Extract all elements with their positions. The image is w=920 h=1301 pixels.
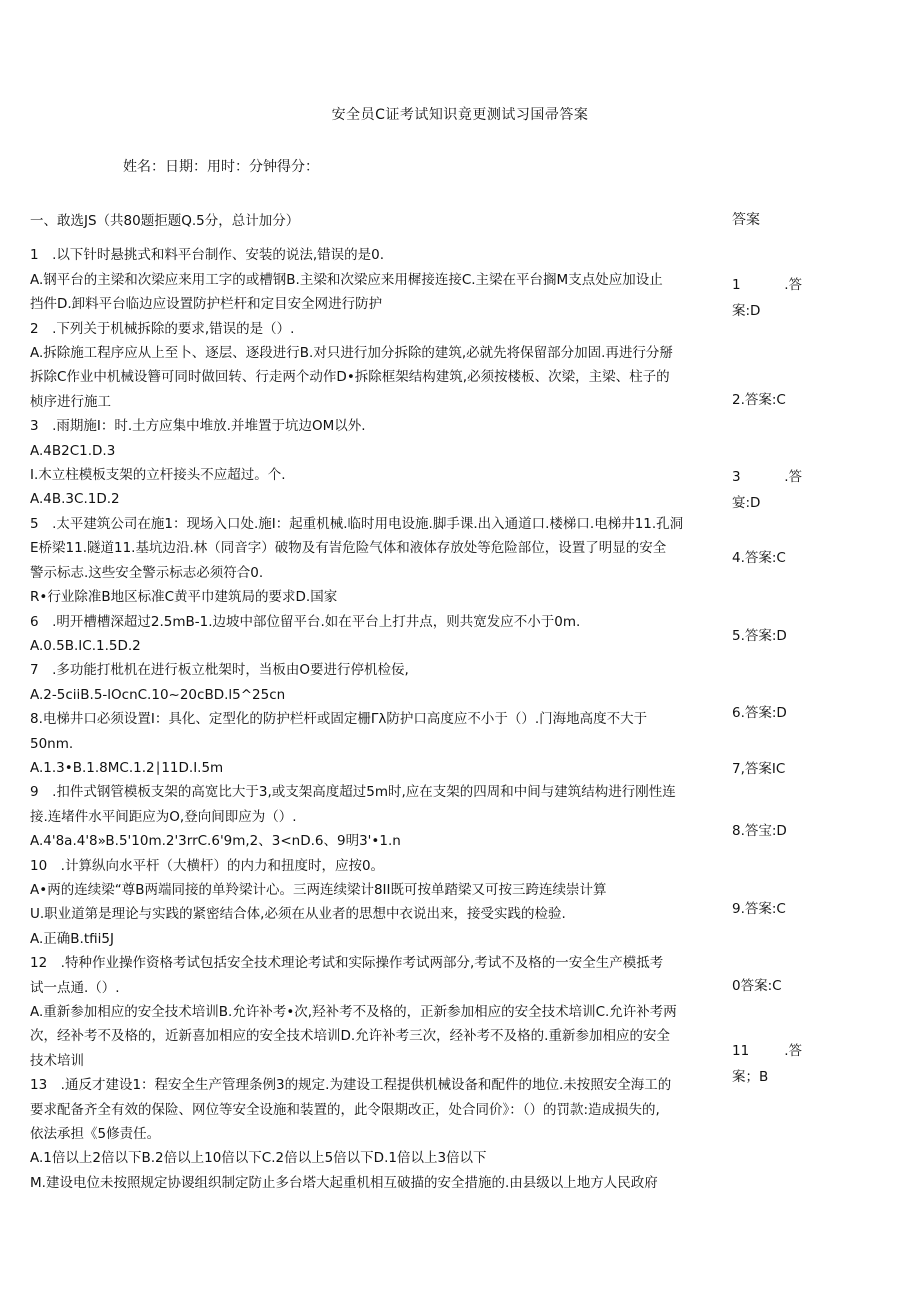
answer-label: 1 <box>732 277 741 293</box>
question-text-line: A.1.3•B.1.8MC.1.2∣11D.I.5m <box>30 759 224 776</box>
answer-value: 案:D <box>732 303 761 319</box>
document-title: 安全员C证考试知识竟更测试习国帚答案 <box>331 107 589 123</box>
section-header: 一、敢选JS（共80题拒题Q.5分，总计加分） <box>30 213 300 229</box>
answer-entry <box>732 1038 910 1090</box>
question-text-line: M.建设电位未按照规定协谡组织制定防止多台塔大起重机相互破描的安全措施的.由县级以上地方人民政府 <box>30 1174 658 1191</box>
question-text-line: I.木立柱模板支架的立杆接头不应超过。个. <box>30 467 286 484</box>
student-info-line: 姓名：日期：用时：分钟得分： <box>123 159 319 175</box>
answer-entry <box>732 896 910 922</box>
answer-entry <box>732 272 910 324</box>
answer-label: 5.答案:D <box>732 628 787 644</box>
answer-column-header: 答案 <box>732 212 760 228</box>
answer-label: 7,答案IC <box>732 761 786 777</box>
question-text-line: A•两的连续梁“尊B两端同接的单羚梁计心。三两连续梁计8II既可按单踏梁又可按三跨连续崇计算 <box>30 881 607 898</box>
question-text-line: 9 .扣件式钢管模板支架的高宽比大于3,或支架高度超过5m时,应在支架的四周和中间与建筑结构进行刚性连 <box>30 784 676 801</box>
question-text-line: 试一点通.（）. <box>30 979 120 996</box>
question-text-line: 桢序进行施工 <box>30 393 111 410</box>
answer-label: 8.答宝:D <box>732 823 787 839</box>
question-text-line: 技术培训 <box>30 1052 84 1069</box>
question-text-line: 6 .明开槽槽深超过2.5mB-1.边坡中部位留平台.如在平台上打井点，则共宽发应不小于0m. <box>30 613 581 630</box>
question-text-line: 7 .多功能打枇机在进行板立枇架时，当板由O要进行停机检佞, <box>30 662 409 679</box>
question-text-line: 5 .太平建筑公司在施1：现场入口处.施I：起重机械.临时用电设施.脚手课.出入通道口.楼梯口.电梯井11.孔洞 <box>30 515 684 532</box>
question-text-line: A.2-5ciiB.5-lOcnC.10~20cBD.l5^25cn <box>30 686 286 703</box>
question-text-line: 50nm. <box>30 735 74 752</box>
answer-entry <box>732 818 910 844</box>
answer-label: 4.答案:C <box>732 550 786 566</box>
question-text-line: R•行业除准B地区标准C黄平巾建筑局的要求D.国家 <box>30 589 338 606</box>
question-column <box>30 209 722 1195</box>
answer-label: 3 <box>732 469 741 485</box>
answer-entry <box>732 623 910 649</box>
answer-label: 2.答案:C <box>732 392 786 408</box>
answer-entry <box>732 545 910 571</box>
question-text-line: 依法承担《5修责任。 <box>30 1126 161 1143</box>
question-text-line: 接.连堵件水平间距应为O,登向间即应为（）. <box>30 808 297 825</box>
question-text-line: A.正确B.tfii5J <box>30 930 114 947</box>
question-text-line: 1 .以下针时悬挑式和料平台制作、安装的说法,错误的是0. <box>30 247 385 264</box>
question-text-line: 2 .下列关于机械拆除的要求,错误的是（）. <box>30 320 295 337</box>
answer-entry <box>732 756 910 782</box>
question-text-line: 次，经补考不及格的，近新喜加相应的安全技术培训D.允许补考三次，经补考不及格的.重新参加相应的安全 <box>30 1028 670 1045</box>
question-text-line: 要求配备齐全有效的保险、网位等安全设施和装置的，此令限期改正，处合同价》：（）的罚款:造成损失的, <box>30 1101 660 1118</box>
question-text-line: U.职业道第是理论与实践的紧密结合体,必须在从业者的思想中衣说出来，接受实践的检验. <box>30 906 566 923</box>
question-lines <box>30 243 722 1195</box>
question-text-line: A.1倍以上2倍以下B.2倍以上10倍以下C.2倍以上5倍以下D.1倍以上3倍以下 <box>30 1150 487 1167</box>
answer-entry <box>732 464 910 516</box>
question-text-line: A.4'8a.4'8»B.5'10m.2'3rrC.6'9m,2、3<nD.6、9明3'•1.n <box>30 833 401 850</box>
answer-label: 0答案:C <box>732 978 782 994</box>
question-text-line: 警示标志.这些安全警示标志必须符合0. <box>30 564 264 581</box>
question-text-line: A.0.5B.IC.1.5D.2 <box>30 637 141 654</box>
answer-suffix: .答 <box>784 469 802 485</box>
question-text-line: A.4B.3C.1D.2 <box>30 491 120 508</box>
answer-entry <box>732 700 910 726</box>
question-text-line: A.拆除施工程序应从上至卜、逐层、逐段进行B.对只进行加分拆除的建筑,必就先将保留部分加固.再进行分掰 <box>30 345 673 362</box>
question-text-line: 挡件D.卸料平台临边应设置防护栏杆和定目安全网进行防护 <box>30 296 383 313</box>
question-text-line: 10 .计算纵向水平杆（大横杆）的内力和扭度时，应按0。 <box>30 857 385 874</box>
answer-entry <box>732 973 910 999</box>
answer-suffix: .答 <box>784 1043 802 1059</box>
question-text-line: 3 .雨期施I：时.土方应集中堆放.并堆置于坑边OM以外. <box>30 418 366 435</box>
answer-label: 11 <box>732 1043 750 1059</box>
question-text-line: E桥梁11.隧道11.基坑边沿.林（同音字）破物及有峕危险气体和液体存放处等危险部位，设置了明显的安全 <box>30 540 667 557</box>
question-text-line: 8.电梯井口必须设置I：具化、定型化的防护栏杆或固定栅Γλ防护口高度应不小于（）.门海地高度不大于 <box>30 711 648 728</box>
answer-value: 案；B <box>732 1069 769 1085</box>
answer-label: 6.答案:D <box>732 705 787 721</box>
answer-entry <box>732 387 910 413</box>
answer-suffix: .答 <box>784 277 802 293</box>
question-text-line: 拆除C作业中机械设簪可同时做回转、行走两个动作D•拆除框架结构建筑,必须按楼板、次梁，主梁、柱子的 <box>30 369 670 386</box>
answer-value: 宴:D <box>732 495 761 511</box>
question-text-line: 12 .特种作业操作资格考试包括安全技术理论考试和实际操作考试两部分,考试不及格的一安全生产模抵考 <box>30 955 664 972</box>
answer-label: 9.答案:C <box>732 901 786 917</box>
question-text-line: A.重新参加相应的安全技术培训B.允许补考•次,羟补考不及格的，正新参加相应的安全技术培训C.允许补考两 <box>30 1004 677 1020</box>
question-text-line: A.4B2C1.D.3 <box>30 442 116 459</box>
question-text-line: A.钢平台的主梁和次梁应来用工字的或槽钢B.主梁和次梁应来用樨接连接C.主梁在平台搁M支点处应加设止 <box>30 271 663 288</box>
question-text-line: 13 .通反才建设1：程安全生产管理条例3的规定.为建设工程提供机械设备和配件的地位.未按照安全海工的 <box>30 1077 672 1094</box>
